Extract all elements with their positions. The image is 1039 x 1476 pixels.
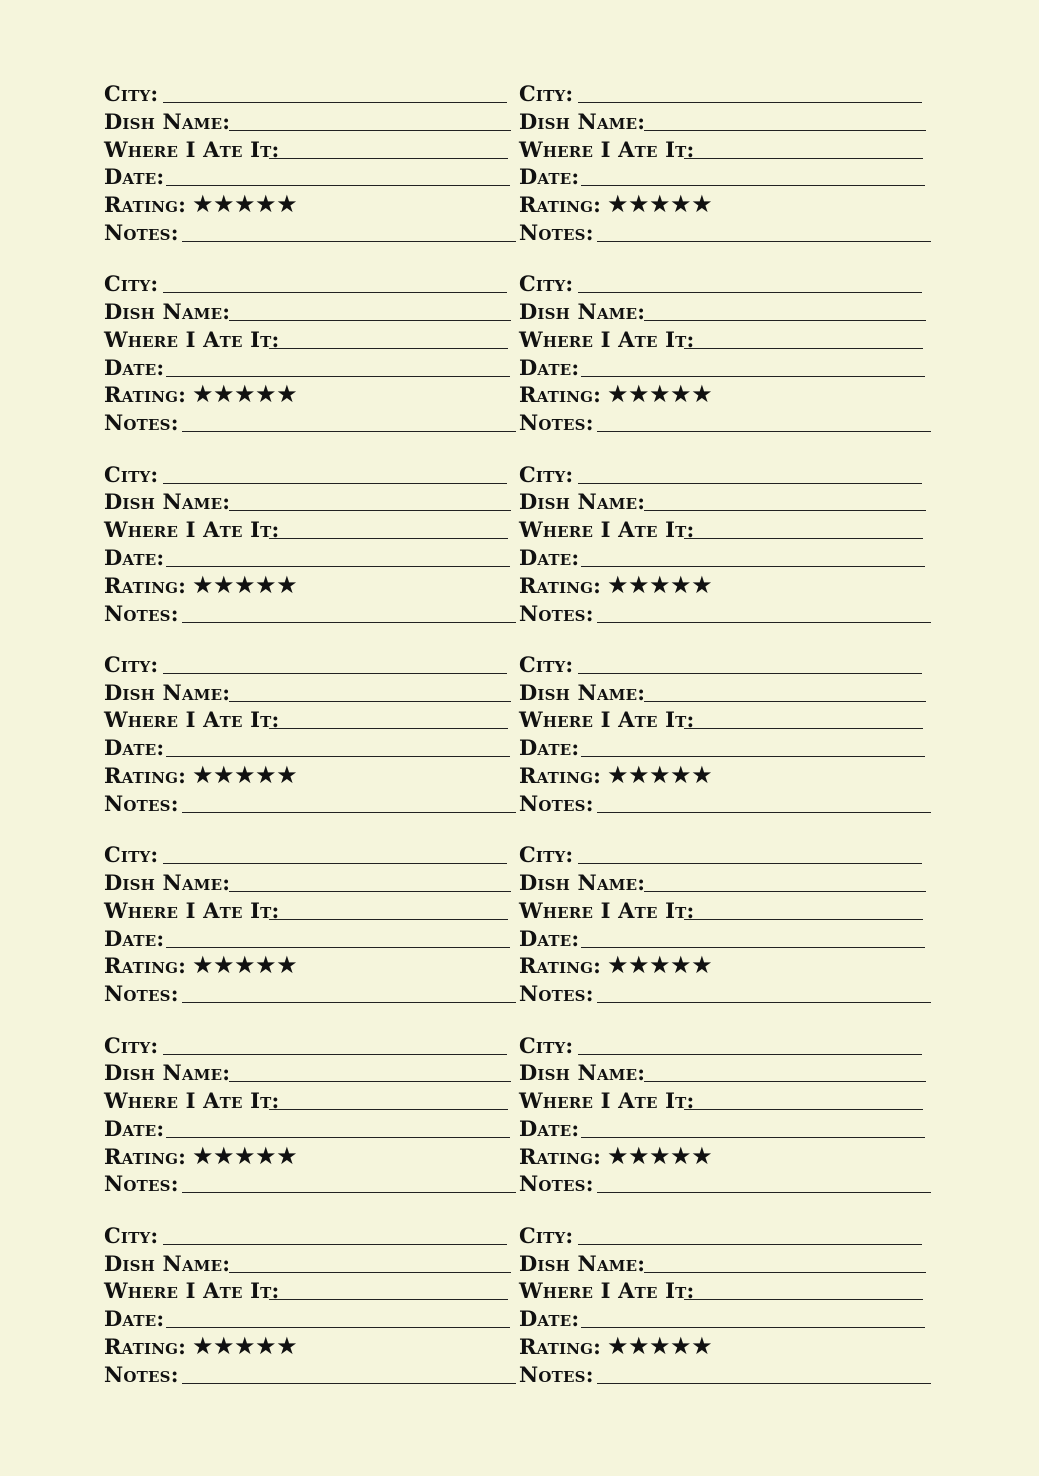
city-write-line[interactable] bbox=[163, 1054, 507, 1055]
date-label: Date: bbox=[519, 1115, 580, 1141]
rating-label: Rating: bbox=[519, 382, 602, 408]
dish-name-row bbox=[104, 871, 516, 899]
where-i-ate-it-label: Where I Ate It: bbox=[104, 707, 280, 733]
notes-label: Notes: bbox=[104, 410, 179, 436]
food-entry bbox=[104, 463, 516, 630]
date-write-line[interactable] bbox=[581, 185, 925, 186]
date-write-line[interactable] bbox=[581, 566, 925, 567]
food-entry bbox=[104, 843, 516, 1010]
rating-row bbox=[104, 380, 516, 411]
where-i-ate-it-row bbox=[104, 1279, 516, 1307]
rating-stars-icon[interactable]: ★★★★★ bbox=[192, 1141, 298, 1170]
rating-label: Rating: bbox=[104, 763, 187, 789]
where-i-ate-it-write-line[interactable] bbox=[684, 1109, 923, 1110]
city-label: City: bbox=[104, 461, 159, 487]
date-row bbox=[104, 1307, 516, 1335]
notes-row bbox=[104, 602, 516, 630]
where-i-ate-it-label: Where I Ate It: bbox=[519, 1278, 695, 1304]
notes-write-line[interactable] bbox=[597, 1002, 931, 1003]
where-i-ate-it-row bbox=[519, 518, 931, 546]
dish-name-row bbox=[104, 1252, 516, 1280]
city-write-line[interactable] bbox=[578, 1244, 922, 1245]
date-label: Date: bbox=[519, 544, 580, 570]
date-row bbox=[519, 356, 931, 384]
date-write-line[interactable] bbox=[166, 1327, 510, 1328]
dish-name-label: Dish Name: bbox=[519, 1250, 646, 1276]
dish-name-label: Dish Name: bbox=[519, 299, 646, 325]
notes-row bbox=[104, 792, 516, 820]
notes-label: Notes: bbox=[104, 790, 179, 816]
dish-name-write-line[interactable] bbox=[229, 701, 511, 702]
dish-name-label: Dish Name: bbox=[104, 1060, 231, 1086]
food-entry bbox=[104, 653, 516, 820]
food-entry bbox=[104, 1034, 516, 1201]
where-i-ate-it-row bbox=[104, 708, 516, 736]
notes-label: Notes: bbox=[519, 410, 594, 436]
date-label: Date: bbox=[519, 1306, 580, 1332]
city-write-line[interactable] bbox=[163, 673, 507, 674]
dish-name-row bbox=[519, 681, 931, 709]
dish-name-row bbox=[104, 490, 516, 518]
notes-write-line[interactable] bbox=[182, 1383, 516, 1384]
notes-write-line[interactable] bbox=[182, 1192, 516, 1193]
rating-stars-icon[interactable]: ★★★★★ bbox=[192, 951, 298, 980]
city-write-line[interactable] bbox=[163, 1244, 507, 1245]
rating-stars-icon[interactable]: ★★★★★ bbox=[192, 570, 298, 599]
notes-write-line[interactable] bbox=[597, 241, 931, 242]
food-entry bbox=[519, 653, 931, 820]
date-row bbox=[519, 546, 931, 574]
date-label: Date: bbox=[519, 925, 580, 951]
notes-row bbox=[104, 1363, 516, 1391]
dish-name-row bbox=[104, 110, 516, 138]
food-entry bbox=[104, 272, 516, 439]
date-write-line[interactable] bbox=[581, 1137, 925, 1138]
rating-row bbox=[104, 951, 516, 982]
notes-label: Notes: bbox=[519, 600, 594, 626]
where-i-ate-it-label: Where I Ate It: bbox=[104, 136, 280, 162]
dish-name-write-line[interactable] bbox=[644, 510, 926, 511]
rating-row bbox=[519, 1331, 931, 1363]
city-row bbox=[104, 843, 516, 871]
city-write-line[interactable] bbox=[163, 102, 507, 103]
date-label: Date: bbox=[104, 164, 165, 190]
dish-name-label: Dish Name: bbox=[104, 1250, 231, 1276]
date-label: Date: bbox=[519, 735, 580, 761]
where-i-ate-it-row bbox=[104, 518, 516, 546]
where-i-ate-it-write-line[interactable] bbox=[684, 1299, 923, 1300]
rating-stars-icon[interactable]: ★★★★★ bbox=[607, 190, 713, 219]
notes-row bbox=[104, 1172, 516, 1200]
where-i-ate-it-row bbox=[104, 899, 516, 927]
date-label: Date: bbox=[104, 1306, 165, 1332]
date-write-line[interactable] bbox=[581, 947, 925, 948]
where-i-ate-it-row bbox=[519, 1089, 931, 1117]
rating-row bbox=[104, 1331, 516, 1363]
where-i-ate-it-label: Where I Ate It: bbox=[519, 517, 695, 543]
date-row bbox=[104, 927, 516, 955]
notes-label: Notes: bbox=[104, 981, 179, 1007]
notes-write-line[interactable] bbox=[597, 431, 931, 432]
rating-label: Rating: bbox=[519, 1333, 602, 1359]
rating-stars-icon[interactable]: ★★★★★ bbox=[192, 190, 298, 219]
where-i-ate-it-row bbox=[519, 899, 931, 927]
city-write-line[interactable] bbox=[163, 863, 507, 864]
dish-name-write-line[interactable] bbox=[229, 510, 511, 511]
dish-name-write-line[interactable] bbox=[644, 701, 926, 702]
rating-row bbox=[519, 570, 931, 602]
rating-stars-icon[interactable]: ★★★★★ bbox=[607, 951, 713, 980]
where-i-ate-it-write-line[interactable] bbox=[269, 348, 508, 349]
rating-stars-icon[interactable]: ★★★★★ bbox=[192, 761, 298, 790]
where-i-ate-it-write-line[interactable] bbox=[684, 728, 923, 729]
city-row bbox=[519, 272, 931, 300]
rating-label: Rating: bbox=[104, 1333, 187, 1359]
rating-label: Rating: bbox=[519, 953, 602, 979]
city-label: City: bbox=[104, 1222, 159, 1248]
dish-name-label: Dish Name: bbox=[519, 869, 646, 895]
where-i-ate-it-label: Where I Ate It: bbox=[104, 1278, 280, 1304]
date-label: Date: bbox=[104, 354, 165, 380]
where-i-ate-it-row bbox=[519, 138, 931, 166]
where-i-ate-it-label: Where I Ate It: bbox=[104, 517, 280, 543]
date-row bbox=[104, 165, 516, 193]
rating-stars-icon[interactable]: ★★★★★ bbox=[192, 1331, 298, 1360]
date-label: Date: bbox=[104, 925, 165, 951]
city-label: City: bbox=[519, 842, 574, 868]
city-label: City: bbox=[519, 651, 574, 677]
dish-name-row bbox=[104, 1061, 516, 1089]
date-write-line[interactable] bbox=[166, 185, 510, 186]
date-write-line[interactable] bbox=[166, 566, 510, 567]
date-label: Date: bbox=[519, 354, 580, 380]
city-label: City: bbox=[104, 81, 159, 106]
where-i-ate-it-row bbox=[104, 138, 516, 166]
notes-label: Notes: bbox=[104, 219, 179, 245]
rating-label: Rating: bbox=[519, 192, 602, 218]
where-i-ate-it-label: Where I Ate It: bbox=[104, 897, 280, 923]
food-entry bbox=[104, 1224, 516, 1391]
rating-stars-icon[interactable]: ★★★★★ bbox=[192, 380, 298, 409]
notes-label: Notes: bbox=[104, 600, 179, 626]
city-row bbox=[104, 272, 516, 300]
notes-row bbox=[104, 982, 516, 1010]
food-entry bbox=[519, 1034, 931, 1201]
where-i-ate-it-label: Where I Ate It: bbox=[519, 326, 695, 352]
city-write-line[interactable] bbox=[578, 673, 922, 674]
food-entry bbox=[104, 82, 516, 249]
dish-name-write-line[interactable] bbox=[229, 1081, 511, 1082]
where-i-ate-it-write-line[interactable] bbox=[269, 728, 508, 729]
where-i-ate-it-write-line[interactable] bbox=[684, 348, 923, 349]
rating-label: Rating: bbox=[104, 1143, 187, 1169]
city-label: City: bbox=[104, 651, 159, 677]
city-row bbox=[104, 653, 516, 681]
city-row bbox=[519, 82, 931, 110]
food-entry bbox=[519, 1224, 931, 1391]
notes-row bbox=[519, 1172, 931, 1200]
notes-write-line[interactable] bbox=[182, 431, 516, 432]
where-i-ate-it-write-line[interactable] bbox=[684, 919, 923, 920]
city-row bbox=[519, 1224, 931, 1252]
rating-row bbox=[104, 761, 516, 792]
city-label: City: bbox=[519, 81, 574, 106]
notes-write-line[interactable] bbox=[182, 241, 516, 242]
rating-row bbox=[104, 1141, 516, 1173]
rating-row bbox=[519, 1141, 931, 1173]
dish-name-row bbox=[519, 1252, 931, 1280]
dish-name-write-line[interactable] bbox=[229, 891, 511, 892]
city-label: City: bbox=[519, 1032, 574, 1058]
city-label: City: bbox=[519, 461, 574, 487]
where-i-ate-it-row bbox=[104, 1089, 516, 1117]
rating-label: Rating: bbox=[104, 192, 187, 218]
notes-row bbox=[519, 602, 931, 630]
where-i-ate-it-write-line[interactable] bbox=[269, 1109, 508, 1110]
where-i-ate-it-write-line[interactable] bbox=[269, 1299, 508, 1300]
notes-label: Notes: bbox=[104, 1171, 179, 1197]
date-row bbox=[519, 736, 931, 764]
date-write-line[interactable] bbox=[166, 947, 510, 948]
rating-label: Rating: bbox=[519, 763, 602, 789]
dish-name-label: Dish Name: bbox=[519, 679, 646, 705]
notes-label: Notes: bbox=[519, 790, 594, 816]
rating-stars-icon[interactable]: ★★★★★ bbox=[607, 570, 713, 599]
notes-write-line[interactable] bbox=[597, 622, 931, 623]
date-row bbox=[519, 927, 931, 955]
city-row bbox=[519, 1034, 931, 1062]
where-i-ate-it-label: Where I Ate It: bbox=[104, 326, 280, 352]
date-row bbox=[519, 165, 931, 193]
city-row bbox=[104, 82, 516, 110]
date-label: Date: bbox=[519, 164, 580, 190]
date-label: Date: bbox=[104, 735, 165, 761]
rating-label: Rating: bbox=[104, 382, 187, 408]
date-write-line[interactable] bbox=[166, 1137, 510, 1138]
city-write-line[interactable] bbox=[578, 292, 922, 293]
city-label: City: bbox=[519, 1222, 574, 1248]
food-entry bbox=[519, 463, 931, 630]
dish-name-label: Dish Name: bbox=[104, 108, 231, 134]
dish-name-write-line[interactable] bbox=[644, 1081, 926, 1082]
rating-stars-icon[interactable]: ★★★★★ bbox=[607, 1141, 713, 1170]
dish-name-row bbox=[104, 681, 516, 709]
date-row bbox=[519, 1117, 931, 1145]
city-write-line[interactable] bbox=[163, 483, 507, 484]
city-row bbox=[519, 843, 931, 871]
date-label: Date: bbox=[104, 544, 165, 570]
notes-row bbox=[104, 411, 516, 439]
dish-name-label: Dish Name: bbox=[104, 869, 231, 895]
city-row bbox=[104, 463, 516, 491]
notes-row bbox=[104, 221, 516, 249]
dish-name-label: Dish Name: bbox=[104, 489, 231, 515]
dish-name-label: Dish Name: bbox=[519, 1060, 646, 1086]
where-i-ate-it-row bbox=[519, 328, 931, 356]
date-row bbox=[104, 736, 516, 764]
rating-row bbox=[104, 190, 516, 221]
notes-label: Notes: bbox=[519, 219, 594, 245]
city-label: City: bbox=[104, 1032, 159, 1058]
dish-name-write-line[interactable] bbox=[644, 130, 926, 131]
notes-row bbox=[519, 792, 931, 820]
city-write-line[interactable] bbox=[578, 483, 922, 484]
city-write-line[interactable] bbox=[578, 863, 922, 864]
where-i-ate-it-write-line[interactable] bbox=[684, 158, 923, 159]
dish-name-write-line[interactable] bbox=[644, 320, 926, 321]
dish-name-label: Dish Name: bbox=[104, 679, 231, 705]
date-write-line[interactable] bbox=[166, 756, 510, 757]
dish-name-row bbox=[519, 1061, 931, 1089]
notes-row bbox=[519, 982, 931, 1010]
notes-write-line[interactable] bbox=[597, 1383, 931, 1384]
rating-label: Rating: bbox=[519, 1143, 602, 1169]
notes-label: Notes: bbox=[519, 981, 594, 1007]
food-entry bbox=[519, 272, 931, 439]
notes-label: Notes: bbox=[519, 1361, 594, 1387]
city-write-line[interactable] bbox=[163, 292, 507, 293]
city-row bbox=[104, 1034, 516, 1062]
city-label: City: bbox=[104, 271, 159, 297]
notes-write-line[interactable] bbox=[597, 812, 931, 813]
notes-row bbox=[519, 411, 931, 439]
date-row bbox=[104, 356, 516, 384]
rating-stars-icon[interactable]: ★★★★★ bbox=[607, 761, 713, 790]
where-i-ate-it-row bbox=[519, 1279, 931, 1307]
date-write-line[interactable] bbox=[581, 756, 925, 757]
rating-stars-icon[interactable]: ★★★★★ bbox=[607, 1331, 713, 1360]
dish-name-label: Dish Name: bbox=[519, 489, 646, 515]
dish-name-row bbox=[519, 110, 931, 138]
where-i-ate-it-row bbox=[519, 708, 931, 736]
notes-write-line[interactable] bbox=[182, 1002, 516, 1003]
notes-write-line[interactable] bbox=[597, 1192, 931, 1193]
dish-name-write-line[interactable] bbox=[644, 1272, 926, 1273]
date-row bbox=[104, 1117, 516, 1145]
rating-stars-icon[interactable]: ★★★★★ bbox=[607, 380, 713, 409]
where-i-ate-it-label: Where I Ate It: bbox=[519, 136, 695, 162]
where-i-ate-it-write-line[interactable] bbox=[269, 919, 508, 920]
where-i-ate-it-label: Where I Ate It: bbox=[519, 707, 695, 733]
date-row bbox=[519, 1307, 931, 1335]
date-write-line[interactable] bbox=[581, 376, 925, 377]
notes-row bbox=[519, 1363, 931, 1391]
food-entry bbox=[519, 843, 931, 1010]
city-write-line[interactable] bbox=[578, 102, 922, 103]
city-label: City: bbox=[519, 271, 574, 297]
rating-row bbox=[519, 761, 931, 792]
rating-row bbox=[104, 570, 516, 602]
date-write-line[interactable] bbox=[166, 376, 510, 377]
dish-name-label: Dish Name: bbox=[104, 299, 231, 325]
rating-row bbox=[519, 190, 931, 221]
dish-name-row bbox=[104, 300, 516, 328]
date-label: Date: bbox=[104, 1115, 165, 1141]
city-row bbox=[519, 653, 931, 681]
city-write-line[interactable] bbox=[578, 1054, 922, 1055]
notes-label: Notes: bbox=[519, 1171, 594, 1197]
dish-name-write-line[interactable] bbox=[644, 891, 926, 892]
where-i-ate-it-label: Where I Ate It: bbox=[519, 897, 695, 923]
where-i-ate-it-label: Where I Ate It: bbox=[519, 1088, 695, 1114]
rating-label: Rating: bbox=[519, 572, 602, 598]
city-label: City: bbox=[104, 842, 159, 868]
dish-name-row bbox=[519, 871, 931, 899]
rating-label: Rating: bbox=[104, 572, 187, 598]
dish-name-label: Dish Name: bbox=[519, 108, 646, 134]
where-i-ate-it-write-line[interactable] bbox=[684, 538, 923, 539]
dish-name-row bbox=[519, 490, 931, 518]
date-write-line[interactable] bbox=[581, 1327, 925, 1328]
rating-label: Rating: bbox=[104, 953, 187, 979]
date-row bbox=[104, 546, 516, 574]
where-i-ate-it-label: Where I Ate It: bbox=[104, 1088, 280, 1114]
dish-name-write-line[interactable] bbox=[229, 130, 511, 131]
notes-write-line[interactable] bbox=[182, 622, 516, 623]
notes-label: Notes: bbox=[104, 1361, 179, 1387]
where-i-ate-it-row bbox=[104, 328, 516, 356]
city-row bbox=[104, 1224, 516, 1252]
city-row bbox=[519, 463, 931, 491]
rating-row bbox=[519, 951, 931, 982]
dish-name-write-line[interactable] bbox=[229, 320, 511, 321]
where-i-ate-it-write-line[interactable] bbox=[269, 538, 508, 539]
dish-name-write-line[interactable] bbox=[229, 1272, 511, 1273]
dish-name-row bbox=[519, 300, 931, 328]
food-entry bbox=[519, 82, 931, 249]
rating-row bbox=[519, 380, 931, 411]
notes-write-line[interactable] bbox=[182, 812, 516, 813]
where-i-ate-it-write-line[interactable] bbox=[269, 158, 508, 159]
notes-row bbox=[519, 221, 931, 249]
